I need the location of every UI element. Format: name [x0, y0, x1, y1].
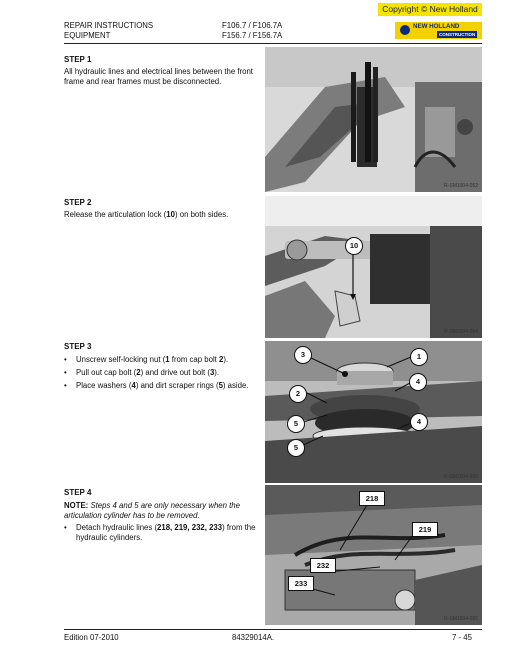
header-section-title: REPAIR INSTRUCTIONS [64, 21, 154, 30]
step-4-photo-ref: R-SM1004-055 [444, 616, 478, 622]
step-2-photo-ref: R-SM1004-054 [444, 329, 478, 335]
step-4-note: NOTE: Steps 4 and 5 are only necessary when the articulation cylinder has to be removed. [64, 501, 240, 520]
callout-5-upper: 5 [287, 415, 305, 433]
step-1-photo-ref: R-SM1004-052 [444, 183, 478, 189]
header-section-subtitle: EQUIPMENT [64, 31, 111, 40]
logo-leaf-icon [400, 25, 410, 35]
step-3-bullet-1: • Unscrew self-locking nut (1 from cap bolt 2). [64, 355, 229, 364]
step-4-bullet-1: • Detach hydraulic lines (218, 219, 232, 233) from the hydraulic cylinders. [64, 523, 256, 542]
step-1-title: STEP 1 [64, 55, 92, 64]
callout-233: 233 [288, 576, 314, 591]
footer-page-number: 7 - 45 [452, 633, 472, 642]
step-1-text: All hydraulic lines and electrical lines between the front frame and rear frames must be disconnected. [64, 67, 253, 86]
callout-218: 218 [359, 491, 385, 506]
callout-10: 10 [345, 237, 363, 255]
step-4-photo [265, 485, 482, 625]
footer-doc-number: 84329014A. [232, 633, 275, 642]
step-2-photo [265, 196, 482, 338]
header-model-line2: F156.7 / F156.7A [222, 31, 283, 40]
footer-rule [64, 629, 482, 630]
callout-232: 232 [310, 558, 336, 573]
callout-3: 3 [294, 346, 312, 364]
callout-1: 1 [410, 348, 428, 366]
step-3-title: STEP 3 [64, 342, 92, 351]
step-4-title: STEP 4 [64, 488, 92, 497]
step-3-photo-ref: R-SM1004-050 [444, 474, 478, 480]
new-holland-logo: NEW HOLLAND CONSTRUCTION [395, 22, 482, 39]
callout-4-upper: 4 [409, 373, 427, 391]
step-3-bullet-2: • Pull out cap bolt (2) and drive out bolt (3). [64, 368, 220, 377]
articulation-lock-illustration [265, 196, 482, 338]
step-3-bullet-3: • Place washers (4) and dirt scraper rings (5) aside. [64, 381, 249, 390]
step-3-photo [265, 341, 482, 483]
callout-2: 2 [289, 385, 307, 403]
callout-4-lower: 4 [410, 413, 428, 431]
step-2-text: Release the articulation lock (10) on both sides. [64, 210, 229, 219]
step-2-title: STEP 2 [64, 198, 92, 207]
header-model-line1: F106.7 / F106.7A [222, 21, 283, 30]
hydraulic-lines-illustration [265, 47, 482, 192]
step-1-photo [265, 47, 482, 192]
callout-5-lower: 5 [287, 439, 305, 457]
header-rule [64, 43, 482, 44]
copyright-banner: Copyright © New Holland [378, 3, 482, 16]
callout-219: 219 [412, 522, 438, 537]
hydraulic-cylinder-illustration [265, 485, 482, 625]
footer-edition: Edition 07-2010 [64, 633, 119, 642]
